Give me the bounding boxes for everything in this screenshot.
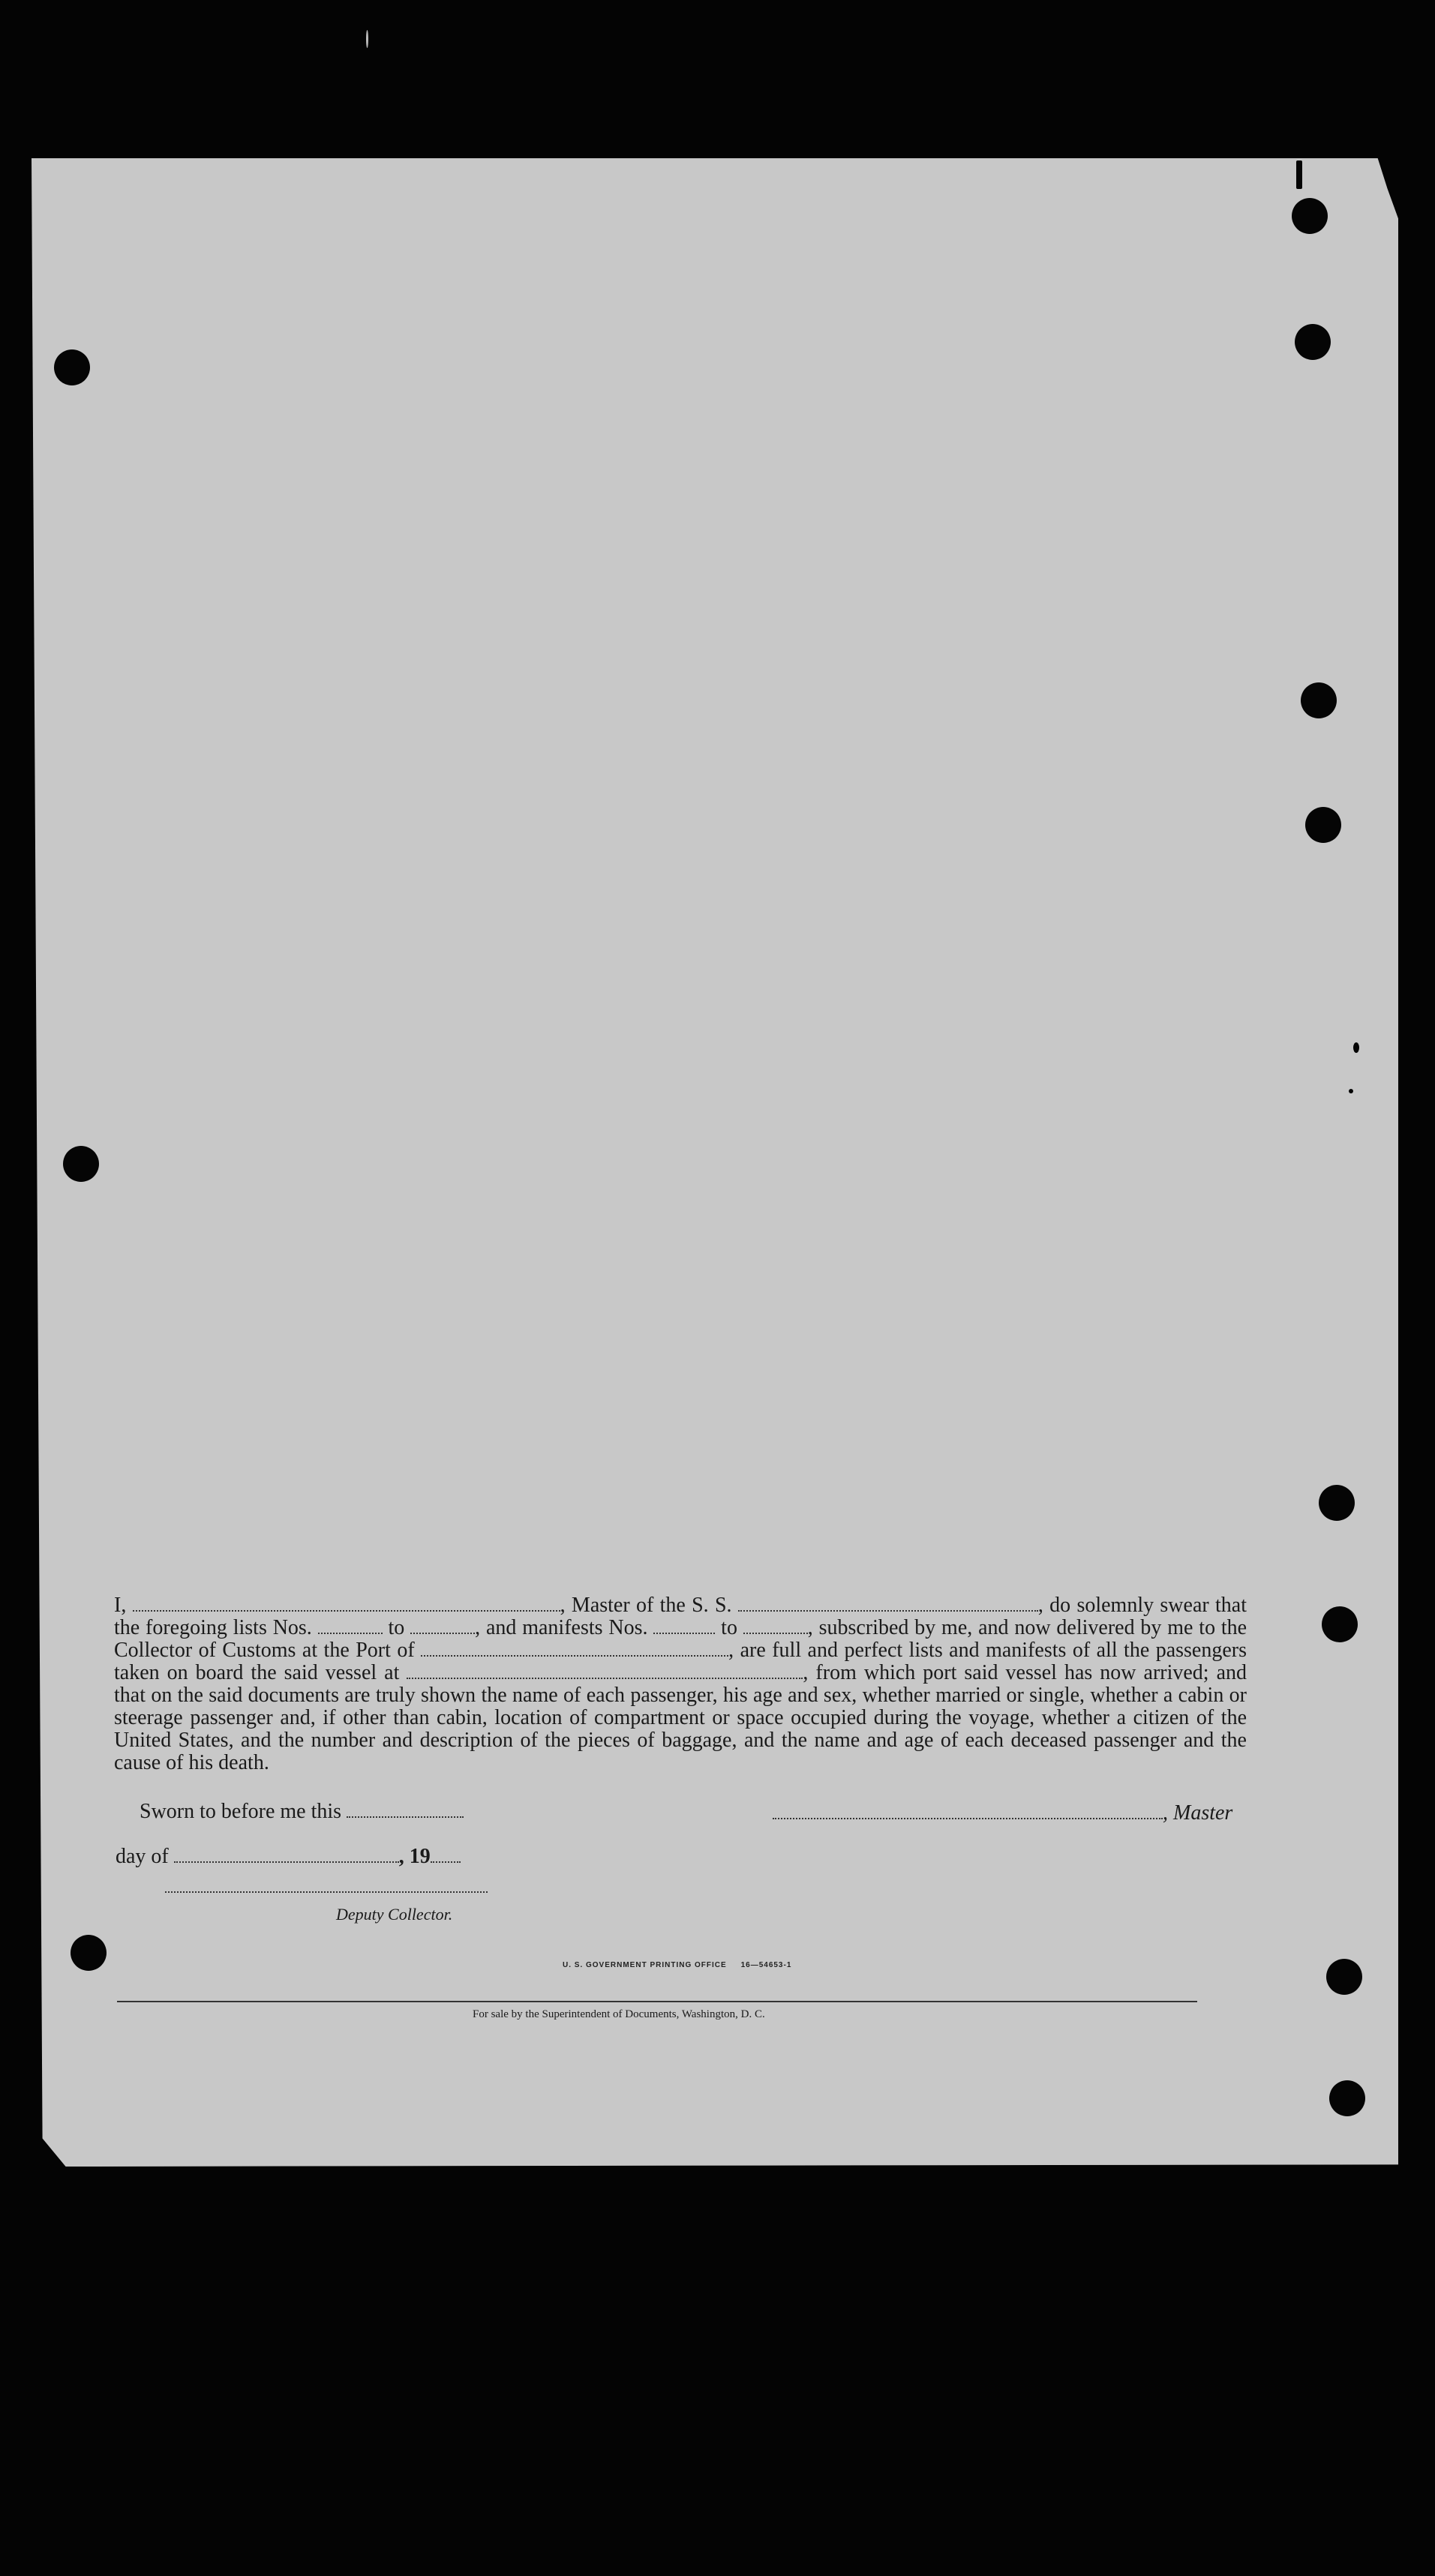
- punch-hole-left-top: [54, 349, 90, 385]
- oath-and-manifests: , and manifests Nos.: [475, 1616, 648, 1639]
- speck: [1349, 1089, 1353, 1093]
- port-of-departure-field[interactable]: [407, 1663, 803, 1679]
- master-label: , Master: [1163, 1801, 1233, 1825]
- punch-hole-right-6: [1322, 1606, 1358, 1642]
- oath-from-which: , from which: [803, 1661, 916, 1684]
- lists-to-field[interactable]: [410, 1618, 475, 1634]
- oath-do-solemnly: , do solemnly: [1037, 1594, 1154, 1617]
- punch-hole-left-middle: [63, 1146, 99, 1182]
- port-of-arrival-field[interactable]: [421, 1640, 728, 1657]
- punch-hole-right-2: [1295, 324, 1331, 360]
- year-field[interactable]: [431, 1846, 461, 1863]
- punch-hole-right-4: [1305, 807, 1341, 843]
- oath-i: I,: [114, 1594, 127, 1617]
- oath-master-of: , Master of the S. S.: [560, 1594, 732, 1617]
- for-sale-note: For sale by the Superintendent of Documents, Washington, D. C.: [473, 2008, 765, 2020]
- speck: [366, 30, 368, 48]
- punch-hole-right-3: [1301, 682, 1337, 718]
- oath-swear: swear that the foregoing lists Nos.: [114, 1594, 1247, 1639]
- oath-to-2: to: [721, 1616, 737, 1639]
- master-signature-line: [773, 1801, 1232, 1825]
- punch-hole-right-8: [1329, 2080, 1365, 2116]
- manifests-from-field[interactable]: [653, 1618, 715, 1634]
- day-of-line: [116, 1845, 461, 1869]
- speck: [1296, 160, 1302, 189]
- lists-from-field[interactable]: [318, 1618, 383, 1634]
- sworn-label: Sworn to before me this: [140, 1800, 342, 1823]
- speck: [1353, 1042, 1359, 1053]
- month-field[interactable]: [174, 1846, 399, 1863]
- master-signature-field[interactable]: [773, 1803, 1163, 1819]
- printing-office-note: U. S. GOVERNMENT PRINTING OFFICE 16—54653-1: [563, 1961, 792, 1969]
- deputy-signature-field[interactable]: [165, 1891, 488, 1893]
- year-label: , 19: [398, 1845, 431, 1868]
- oath-paragraph: [114, 1594, 1247, 1774]
- footer-rule: [117, 2001, 1197, 2002]
- oath-full-perfect: , are full and perfect lists and: [728, 1639, 980, 1662]
- sworn-day-field[interactable]: [347, 1801, 464, 1818]
- vessel-name-field[interactable]: [738, 1595, 1038, 1612]
- oath-subscribed: , subscribed by me, and now: [807, 1616, 1051, 1639]
- oath-to-1: to: [388, 1616, 405, 1639]
- oath-manifests-all: manifests of all the passengers taken on board the said vessel at: [114, 1639, 1247, 1684]
- manifests-to-field[interactable]: [743, 1618, 808, 1634]
- punch-hole-right-7: [1326, 1959, 1362, 1995]
- oath-rest: port said vessel has now arrived; and that on the said documents are truly shown the name of each passenger, his age and sex, whether married or single, whether a cabin or steerage passenger and, if other than cabin, location of compartment or space occupied during the voyage, whether a citizen of the United States, and the number and description of the pieces of baggage, and the name and age of each deceased passenger and the cause of his death.: [114, 1661, 1247, 1774]
- sworn-line: [140, 1800, 464, 1824]
- punch-hole-right-1: [1292, 198, 1328, 234]
- master-name-field[interactable]: [133, 1595, 560, 1612]
- deputy-collector-label: Deputy Collector.: [336, 1905, 453, 1924]
- day-of-label: day of: [116, 1845, 169, 1868]
- punch-hole-right-5: [1319, 1485, 1355, 1521]
- punch-hole-left-bottom: [71, 1935, 107, 1971]
- oath-delivered: delivered by me to the Collector of Customs at the Port of: [114, 1616, 1247, 1662]
